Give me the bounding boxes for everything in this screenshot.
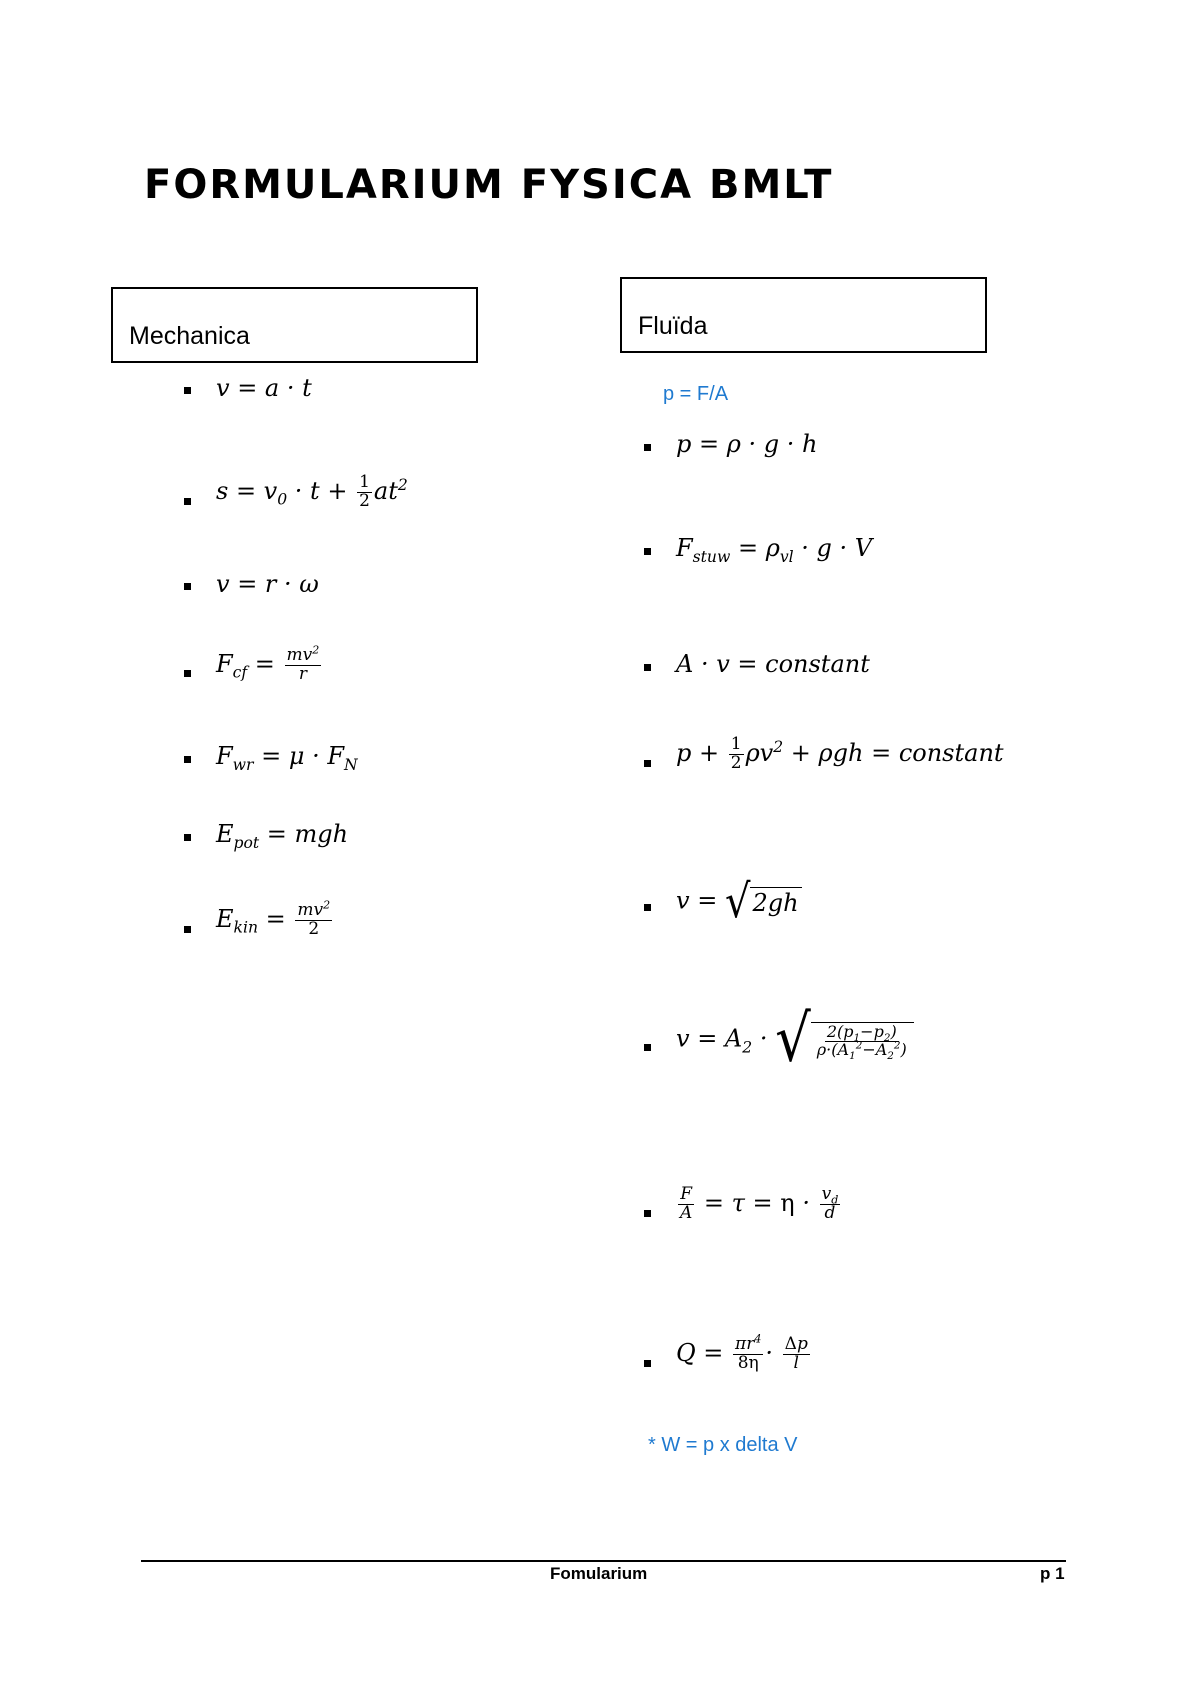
bullet-icon bbox=[644, 664, 651, 671]
formula-velocity: v = a · t bbox=[216, 374, 312, 402]
bullet-icon bbox=[184, 834, 191, 841]
footer-label: Fomularium bbox=[550, 1564, 648, 1583]
page-number: p 1 bbox=[1040, 1564, 1065, 1583]
formula-continuity: A · v = constant bbox=[676, 650, 870, 678]
page-title: FORMULARIUM FYSICA BMLT bbox=[144, 162, 834, 208]
formula-viscosity: $\frac{F}{A}$ = τ = η · $\frac{v_d}{d}$ bbox=[680, 1184, 839, 1223]
formula-bernoulli: p + $\frac{1}{2}$ $\rho v^2 + \rho gh$ = constant bbox=[676, 734, 1004, 773]
bullet-icon bbox=[644, 760, 651, 767]
section-heading: Fluïda bbox=[638, 312, 708, 340]
pressure-note: p = F/A bbox=[663, 383, 729, 405]
bullet-icon bbox=[184, 387, 191, 394]
bullet-icon bbox=[644, 444, 651, 451]
formula-centripetal-force: $F_{cf}$ = $\frac{mv^2}{r}$ bbox=[216, 643, 320, 684]
section-header-fluida bbox=[620, 277, 987, 353]
bullet-icon bbox=[184, 583, 191, 590]
formula-poiseuille: Q = $\frac{\pi r^4}{8\eta}$ · $\frac{\Delta p}{l}$ bbox=[676, 1332, 808, 1373]
footer-divider bbox=[141, 1560, 1066, 1562]
formula-venturi: $v = A_2$ · √ $\frac{2(p_1-p_2)}{\rho\cdot(A_1^2-A_2^2)}$ bbox=[676, 1012, 914, 1068]
formula-torricelli: v = √ 2gh bbox=[676, 882, 802, 922]
formula-angular-velocity: v = r · ω bbox=[216, 570, 319, 598]
bullet-icon bbox=[644, 1360, 651, 1367]
formula-kinetic-energy: $E_{kin}$ = $\frac{mv^2}{2}$ bbox=[216, 898, 331, 939]
section-header-mechanica bbox=[111, 287, 478, 363]
formula-buoyancy: $F_{stuw} = \rho_{vl} \cdot g \cdot V$ bbox=[676, 534, 873, 566]
section-heading: Mechanica bbox=[129, 322, 250, 350]
bullet-icon bbox=[184, 926, 191, 933]
formula-displacement: $s = v_0 \cdot t$ + $\frac{1}{2}$ $at^2$ bbox=[216, 472, 408, 511]
formula-friction: $F_{wr} = \mu \cdot F_N$ bbox=[216, 742, 358, 774]
bullet-icon bbox=[644, 904, 651, 911]
formula-hydrostatic-pressure: p = ρ · g · h bbox=[676, 430, 818, 458]
formula-potential-energy: $E_{pot}$ = mgh bbox=[216, 820, 349, 852]
bullet-icon bbox=[644, 548, 651, 555]
bullet-icon bbox=[184, 756, 191, 763]
bullet-icon bbox=[644, 1044, 651, 1051]
work-note: * W = p x delta V bbox=[648, 1434, 798, 1456]
bullet-icon bbox=[644, 1210, 651, 1217]
bullet-icon bbox=[184, 670, 191, 677]
bullet-icon bbox=[184, 498, 191, 505]
